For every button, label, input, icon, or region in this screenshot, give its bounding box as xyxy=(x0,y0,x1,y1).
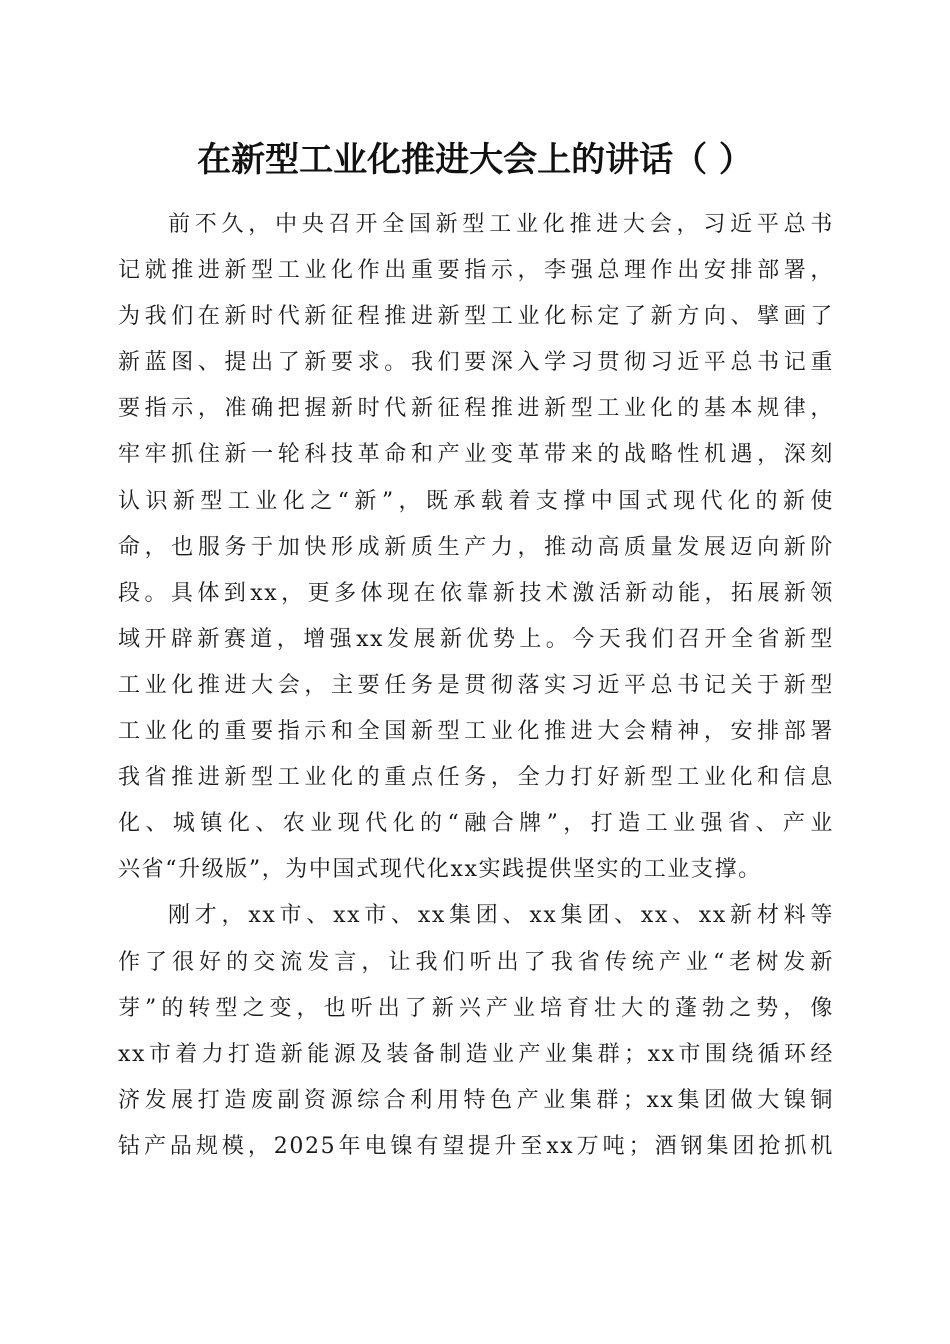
paragraph-line: xx市着力打造新能源及装备制造业产业集群；xx市围绕循环经 xyxy=(118,1041,834,1067)
paragraph-line: 前不久，中央召开全国新型工业化推进大会，习近平总书 xyxy=(168,212,834,237)
paragraph-line: 域开辟新赛道，增强xx发展新优势上。今天我们召开全省新型 xyxy=(118,626,834,652)
paragraph-line: 钴产品规模，2025年电镍有望提升至xx万吨；酒钢集团抢抓机 xyxy=(118,1133,834,1159)
paragraph-line: 为我们在新时代新征程推进新型工业化标定了新方向、擘画了 xyxy=(118,304,834,330)
paragraph-line: 命，也服务于加快形成新质生产力，推动高质量发展迈向新阶 xyxy=(118,534,834,560)
paragraph-2 xyxy=(118,893,834,1170)
paragraph-line: 认识新型工业化之“新”，既承载着支撑中国式现代化的新使 xyxy=(118,488,834,514)
paragraph-line: 工业化的重要指示和全国新型工业化推进大会精神，安排部署 xyxy=(118,719,834,745)
paragraph-line: 记就推进新型工业化作出重要指示，李强总理作出安排部署， xyxy=(118,258,834,284)
document-title: 在新型工业化推进大会上的讲话（ ） xyxy=(197,140,753,180)
paragraph-line: 工业化推进大会，主要任务是贯彻落实习近平总书记关于新型 xyxy=(118,672,834,698)
paragraph-line: 化、城镇化、农业现代化的“融合牌”，打造工业强省、产业 xyxy=(118,811,834,837)
paragraph-line: 我省推进新型工业化的重点任务，全力打好新型工业化和信息 xyxy=(118,765,834,791)
paragraph-line: 兴省“升级版”，为中国式现代化xx实践提供坚实的工业支撑。 xyxy=(118,857,762,883)
paragraph-line: 要指示，准确把握新时代新征程推进新型工业化的基本规律， xyxy=(118,396,834,422)
paragraph-line: 济发展打造废副资源综合利用特色产业集群；xx集团做大镍铜 xyxy=(118,1087,834,1113)
paragraph-line: 牢牢抓住新一轮科技革命和产业变革带来的战略性机遇，深刻 xyxy=(118,442,834,468)
paragraph-line: 芽”的转型之变，也听出了新兴产业培育壮大的蓬勃之势，像 xyxy=(118,995,834,1021)
paragraph-line: 新蓝图、提出了新要求。我们要深入学习贯彻习近平总书记重 xyxy=(118,350,834,376)
document-body xyxy=(118,202,834,1170)
paragraph-line: 作了很好的交流发言，让我们听出了我省传统产业“老树发新 xyxy=(118,949,834,975)
paragraph-line: 刚才，xx市、xx市、xx集团、xx集团、xx、xx新材料等 xyxy=(168,903,834,929)
paragraph-1 xyxy=(118,202,834,893)
paragraph-line: 段。具体到xx，更多体现在依靠新技术激活新动能，拓展新领 xyxy=(118,580,834,606)
